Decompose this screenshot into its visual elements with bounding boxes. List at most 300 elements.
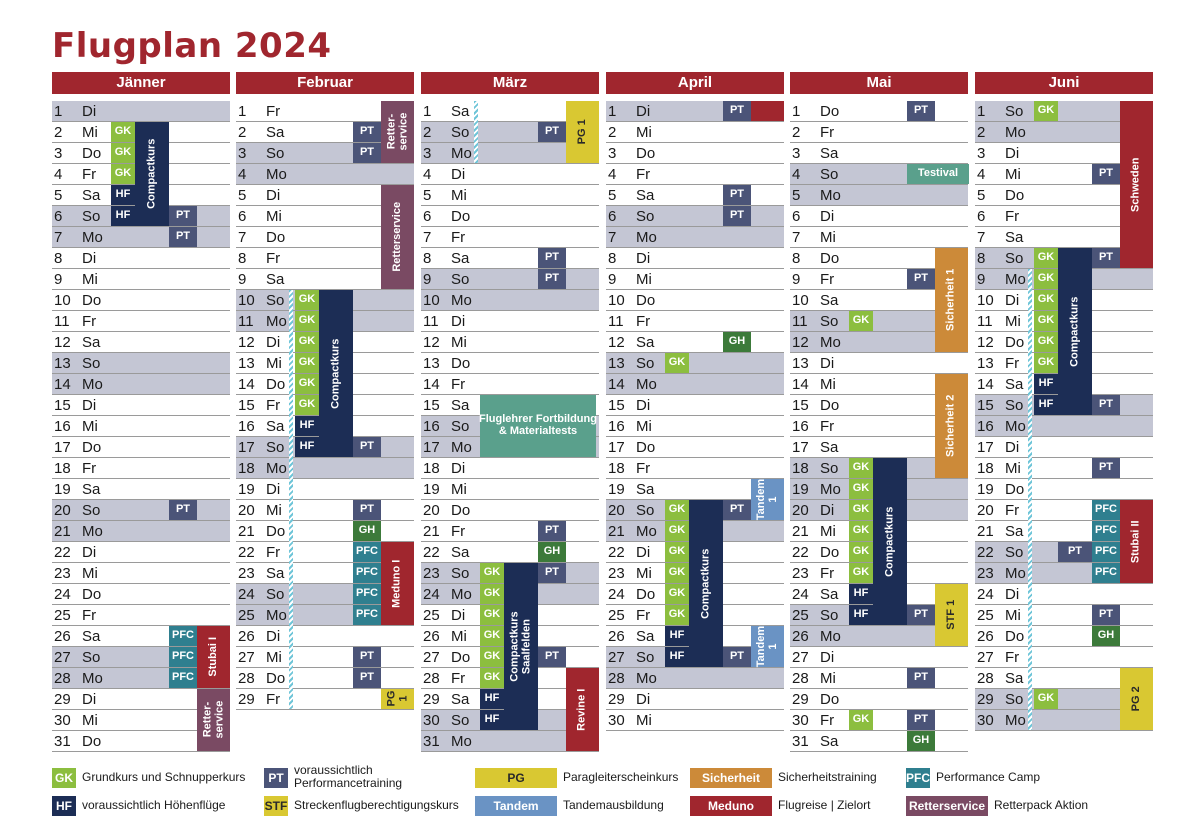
weekday: Mi xyxy=(636,124,652,141)
day-number: 5 xyxy=(977,187,986,204)
event-gk xyxy=(295,395,319,415)
legend-key-hf: HF xyxy=(52,796,76,816)
day-number: 14 xyxy=(54,376,71,393)
day-number: 16 xyxy=(608,418,625,435)
event-gk xyxy=(1034,269,1058,289)
weekday: Mi xyxy=(451,481,467,498)
weekday: Do xyxy=(1005,628,1025,645)
day-number: 30 xyxy=(977,712,994,729)
event-label: PG 1 xyxy=(575,119,588,145)
event-label: GK xyxy=(852,461,870,474)
event-gk xyxy=(1034,311,1058,331)
weekday: Sa xyxy=(82,187,101,204)
weekday: Di xyxy=(636,544,651,561)
weekday: Di xyxy=(266,628,281,645)
weekday: Mi xyxy=(82,418,98,435)
day-number: 1 xyxy=(792,103,801,120)
event-pt xyxy=(538,521,566,541)
event-gh xyxy=(538,542,566,562)
day-number: 28 xyxy=(792,670,809,687)
day-number: 5 xyxy=(608,187,617,204)
event-schweden xyxy=(1120,101,1153,268)
event-label: HF xyxy=(115,188,131,201)
event-gk xyxy=(665,353,689,373)
event-hf xyxy=(111,185,135,205)
weekday: Mo xyxy=(820,334,841,351)
day-number: 24 xyxy=(238,586,255,603)
weekday: So xyxy=(820,166,839,183)
day-number: 13 xyxy=(608,355,625,372)
day-number: 9 xyxy=(977,271,986,288)
day-row xyxy=(790,353,968,374)
event-pt xyxy=(538,563,566,583)
day-number: 27 xyxy=(238,649,255,666)
day-number: 19 xyxy=(608,481,625,498)
event-pt xyxy=(353,143,381,163)
weekday: Mi xyxy=(1005,313,1021,330)
day-number: 24 xyxy=(54,586,71,603)
event-gh xyxy=(1092,626,1120,646)
weekday: Di xyxy=(451,166,466,183)
weekday: Do xyxy=(82,733,102,750)
day-row xyxy=(975,458,1153,479)
weekday: Mo xyxy=(266,166,287,183)
event-label: GK xyxy=(852,314,870,327)
day-number: 7 xyxy=(608,229,617,246)
weekday: Di xyxy=(636,250,651,267)
day-number: 13 xyxy=(238,355,255,372)
day-number: 26 xyxy=(608,628,625,645)
event-sicherheit xyxy=(935,374,968,478)
event-gk xyxy=(480,647,504,667)
event-label: PT xyxy=(913,272,929,285)
day-number: 27 xyxy=(977,649,994,666)
day-number: 12 xyxy=(792,334,809,351)
legend-key-meduno: Meduno xyxy=(690,796,772,816)
event-gk xyxy=(1034,248,1058,268)
event-pt xyxy=(538,122,566,142)
day-number: 24 xyxy=(608,586,625,603)
event-label: PT xyxy=(175,209,191,222)
event-gk xyxy=(480,626,504,646)
weekday: Mi xyxy=(636,418,652,435)
weekday: Do xyxy=(636,292,656,309)
event-gk xyxy=(1034,332,1058,352)
weekday: Mi xyxy=(451,187,467,204)
event-label: GK xyxy=(114,125,132,138)
event-label: PFC xyxy=(1095,545,1117,558)
event-retterservice xyxy=(381,185,414,289)
day-number: 25 xyxy=(792,607,809,624)
day-number: 9 xyxy=(792,271,801,288)
weekday: Fr xyxy=(820,565,835,582)
weekday: Mo xyxy=(82,229,103,246)
weekday: Do xyxy=(266,523,286,540)
event-pt xyxy=(1092,605,1120,625)
event-label: GH xyxy=(543,545,561,558)
day-number: 17 xyxy=(608,439,625,456)
weekday: Mi xyxy=(820,229,836,246)
weekday: Sa xyxy=(1005,670,1024,687)
event-label: HF xyxy=(669,629,685,642)
event-compactkurs xyxy=(873,458,907,625)
event-pg xyxy=(566,101,599,163)
legend-label: Retterpack Aktion xyxy=(994,798,1089,812)
day-number: 31 xyxy=(54,733,71,750)
event-label: PG 1 xyxy=(384,691,409,707)
weekday: Di xyxy=(82,250,97,267)
event-stubai xyxy=(197,626,230,688)
weekday: Fr xyxy=(451,670,466,687)
weekday: Sa xyxy=(266,418,285,435)
day-number: 23 xyxy=(54,565,71,582)
day-number: 16 xyxy=(238,418,255,435)
event-gk xyxy=(1034,353,1058,373)
month-header-2: Februar xyxy=(236,72,414,94)
legend-key-pg: PG xyxy=(475,768,557,788)
weekday: Fr xyxy=(451,229,466,246)
day-number: 7 xyxy=(423,229,432,246)
event-gk xyxy=(665,563,689,583)
weekday: Do xyxy=(266,376,286,393)
legend-label: voraussichtlich Höhenflüge xyxy=(82,798,226,812)
weekday: Di xyxy=(820,649,835,666)
event-label: HF xyxy=(484,692,500,705)
day-number: 28 xyxy=(423,670,440,687)
event-label: PT xyxy=(913,671,929,684)
weekday: Mo xyxy=(266,460,287,477)
day-number: 7 xyxy=(792,229,801,246)
day-number: 8 xyxy=(238,250,247,267)
weekday: So xyxy=(451,271,470,288)
weekday: Fr xyxy=(636,607,651,624)
event-label: Retter- service xyxy=(384,113,409,151)
day-number: 18 xyxy=(977,460,994,477)
weekday: Di xyxy=(82,691,97,708)
event-label: PT xyxy=(1098,608,1114,621)
day-number: 22 xyxy=(423,544,440,561)
weekday: Mi xyxy=(1005,607,1021,624)
event-gh xyxy=(353,521,381,541)
day-row xyxy=(236,500,414,521)
weekday: Fr xyxy=(82,166,97,183)
day-row xyxy=(975,626,1153,647)
day-number: 19 xyxy=(792,481,809,498)
event-label: GK xyxy=(668,566,686,579)
weekday: Fr xyxy=(266,397,281,414)
event-label: HF xyxy=(1038,398,1054,411)
event-label: GK xyxy=(1037,356,1055,369)
event-label: GH xyxy=(358,524,376,537)
event-tandem xyxy=(751,479,784,520)
weekday: So xyxy=(266,292,285,309)
day-number: 19 xyxy=(238,481,255,498)
weekday: Di xyxy=(636,103,651,120)
day-number: 1 xyxy=(608,103,617,120)
day-number: 18 xyxy=(54,460,71,477)
weekday: Mi xyxy=(82,565,98,582)
weekday: Mi xyxy=(451,334,467,351)
weekday: Mo xyxy=(266,313,287,330)
event-label: GK xyxy=(298,314,316,327)
event-meduno xyxy=(751,101,784,121)
event-hf xyxy=(849,605,873,625)
day-number: 26 xyxy=(54,628,71,645)
day-number: 15 xyxy=(54,397,71,414)
day-row xyxy=(606,458,784,479)
day-number: 23 xyxy=(423,565,440,582)
event-hf xyxy=(1034,395,1058,415)
event-label: GK xyxy=(1037,314,1055,327)
weekday: Fr xyxy=(1005,502,1020,519)
event-label: GK xyxy=(298,335,316,348)
day-number: 20 xyxy=(423,502,440,519)
event-label: GK xyxy=(852,545,870,558)
day-number: 17 xyxy=(423,439,440,456)
weekday: Mo xyxy=(451,439,472,456)
event-revine xyxy=(566,668,599,751)
weekday: Mi xyxy=(820,376,836,393)
event-label: Fluglehrer Fortbildung & Materialtests xyxy=(479,413,597,437)
weekday: So xyxy=(451,124,470,141)
day-row xyxy=(606,395,784,416)
event-label: GK xyxy=(483,671,501,684)
weekday: So xyxy=(266,586,285,603)
day-number: 6 xyxy=(608,208,617,225)
weekday: Di xyxy=(820,355,835,372)
event-stf xyxy=(935,584,968,646)
weekday: Do xyxy=(1005,187,1025,204)
weekday: Mo xyxy=(82,376,103,393)
event-label: PT xyxy=(544,272,560,285)
legend-label: Performance Camp xyxy=(936,770,1041,784)
day-number: 6 xyxy=(54,208,63,225)
event-label: PT xyxy=(359,503,375,516)
day-number: 16 xyxy=(54,418,71,435)
day-number: 8 xyxy=(792,250,801,267)
day-number: 23 xyxy=(238,565,255,582)
weekday: Do xyxy=(1005,334,1025,351)
day-number: 15 xyxy=(238,397,255,414)
event-label: HF xyxy=(669,650,685,663)
day-row xyxy=(606,416,784,437)
day-number: 18 xyxy=(608,460,625,477)
day-number: 25 xyxy=(977,607,994,624)
day-row xyxy=(52,563,230,584)
day-number: 12 xyxy=(977,334,994,351)
legend-key-tandem: Tandem xyxy=(475,796,557,816)
event-label: GK xyxy=(114,167,132,180)
event-gh xyxy=(723,332,751,352)
event-label: PT xyxy=(544,566,560,579)
weekday: Fr xyxy=(266,103,281,120)
event-gk xyxy=(665,521,689,541)
weekday: Mo xyxy=(636,229,657,246)
weekday: Mi xyxy=(82,712,98,729)
event-pt xyxy=(1092,458,1120,478)
legend-label: Flugreise | Zielort xyxy=(778,798,871,812)
day-number: 4 xyxy=(608,166,617,183)
day-row xyxy=(52,437,230,458)
day-number: 19 xyxy=(977,481,994,498)
event-label: Meduno I xyxy=(390,559,403,608)
day-number: 28 xyxy=(977,670,994,687)
event-pt xyxy=(907,101,935,121)
weekday: Di xyxy=(820,502,835,519)
day-row xyxy=(52,227,230,248)
weekday: Do xyxy=(82,586,102,603)
day-number: 16 xyxy=(423,418,440,435)
event-pt xyxy=(1058,542,1092,562)
weekday: Do xyxy=(451,355,471,372)
event-label: GK xyxy=(483,566,501,579)
event-label: PFC xyxy=(356,545,378,558)
day-row xyxy=(606,290,784,311)
day-number: 18 xyxy=(423,460,440,477)
weekday: Fr xyxy=(820,124,835,141)
event-compactkurs xyxy=(319,290,353,457)
day-number: 22 xyxy=(238,544,255,561)
event-label: Stubai II xyxy=(1129,520,1142,563)
day-number: 25 xyxy=(608,607,625,624)
event-label: GK xyxy=(668,524,686,537)
event-pg xyxy=(381,689,414,709)
day-row xyxy=(236,647,414,668)
weekday: Do xyxy=(636,145,656,162)
event-label: HF xyxy=(853,587,869,600)
day-number: 10 xyxy=(238,292,255,309)
weekday: Di xyxy=(451,460,466,477)
event-gk xyxy=(849,458,873,478)
event-label: Tandem 1 xyxy=(754,478,779,521)
day-number: 2 xyxy=(608,124,617,141)
event-label: Testival xyxy=(917,167,959,180)
event-label: Compactkurs Saalfelden xyxy=(508,611,533,682)
day-row xyxy=(790,143,968,164)
day-number: 21 xyxy=(977,523,994,540)
weekday: Mi xyxy=(636,271,652,288)
weekday: Sa xyxy=(451,397,470,414)
weekday: Mi xyxy=(266,355,282,372)
day-number: 4 xyxy=(423,166,432,183)
event-gk xyxy=(849,542,873,562)
day-row xyxy=(975,605,1153,626)
weekday: Do xyxy=(82,439,102,456)
event-label: PT xyxy=(359,146,375,159)
weekday: Fr xyxy=(82,313,97,330)
month-header-5: Mai xyxy=(790,72,968,94)
weekday: Mo xyxy=(636,670,657,687)
weekday: Fr xyxy=(820,418,835,435)
event-label: PT xyxy=(1067,545,1083,558)
weekday: Mo xyxy=(1005,271,1026,288)
legend xyxy=(0,760,1190,839)
weekday: So xyxy=(1005,103,1024,120)
event-label: PT xyxy=(913,713,929,726)
day-row xyxy=(421,353,599,374)
weekday: Do xyxy=(820,691,840,708)
day-row xyxy=(975,647,1153,668)
weekday: So xyxy=(636,355,655,372)
legend-label: Tandemausbildung xyxy=(563,798,664,812)
event-label: PFC xyxy=(356,608,378,621)
event-label: GK xyxy=(668,587,686,600)
day-row xyxy=(52,479,230,500)
day-number: 20 xyxy=(238,502,255,519)
weekday: Di xyxy=(82,103,97,120)
event-pt xyxy=(538,248,566,268)
event-label: GK xyxy=(483,587,501,600)
event-label: Schweden xyxy=(1129,157,1142,212)
weekday: Mi xyxy=(1005,166,1021,183)
day-number: 12 xyxy=(238,334,255,351)
day-number: 13 xyxy=(423,355,440,372)
event-label: HF xyxy=(853,608,869,621)
weekday: Fr xyxy=(266,544,281,561)
event-label: GK xyxy=(852,713,870,726)
weekday: So xyxy=(820,460,839,477)
day-number: 9 xyxy=(608,271,617,288)
day-row xyxy=(975,584,1153,605)
day-number: 15 xyxy=(423,397,440,414)
weekday: Fr xyxy=(1005,355,1020,372)
event-pt xyxy=(723,500,751,520)
day-number: 2 xyxy=(54,124,63,141)
weekday: Di xyxy=(1005,586,1020,603)
day-number: 14 xyxy=(608,376,625,393)
weekday: Mo xyxy=(636,523,657,540)
weekday: Mo xyxy=(451,145,472,162)
day-number: 3 xyxy=(608,145,617,162)
event-gk xyxy=(849,500,873,520)
weekday: Do xyxy=(266,670,286,687)
event-label: HF xyxy=(1038,377,1054,390)
day-row xyxy=(790,101,968,122)
event-pt xyxy=(353,500,381,520)
weekday: Di xyxy=(266,481,281,498)
event-pt xyxy=(538,269,566,289)
event-label: HF xyxy=(299,419,315,432)
event-pt xyxy=(353,668,381,688)
event-label: GK xyxy=(1037,692,1055,705)
weekday: Mi xyxy=(636,565,652,582)
legend-key-retterservice: Retterservice xyxy=(906,796,988,816)
event-label: PT xyxy=(1098,167,1114,180)
day-number: 11 xyxy=(608,313,624,330)
day-number: 24 xyxy=(977,586,994,603)
day-number: 29 xyxy=(423,691,440,708)
event-label: PFC xyxy=(1095,524,1117,537)
day-number: 2 xyxy=(423,124,432,141)
day-number: 29 xyxy=(238,691,255,708)
day-number: 10 xyxy=(792,292,809,309)
event-label: HF xyxy=(115,209,131,222)
weekday: Sa xyxy=(1005,229,1024,246)
day-row xyxy=(975,416,1153,437)
event-label: Compactkurs xyxy=(1068,296,1081,367)
day-row xyxy=(421,332,599,353)
event-label: GK xyxy=(298,377,316,390)
weekday: Sa xyxy=(820,733,839,750)
event-gk xyxy=(849,311,873,331)
day-number: 28 xyxy=(608,670,625,687)
weekday: Di xyxy=(820,208,835,225)
weekday: Sa xyxy=(820,586,839,603)
day-number: 29 xyxy=(54,691,71,708)
weekday: Do xyxy=(820,544,840,561)
weekday: Mo xyxy=(820,481,841,498)
day-row xyxy=(421,185,599,206)
